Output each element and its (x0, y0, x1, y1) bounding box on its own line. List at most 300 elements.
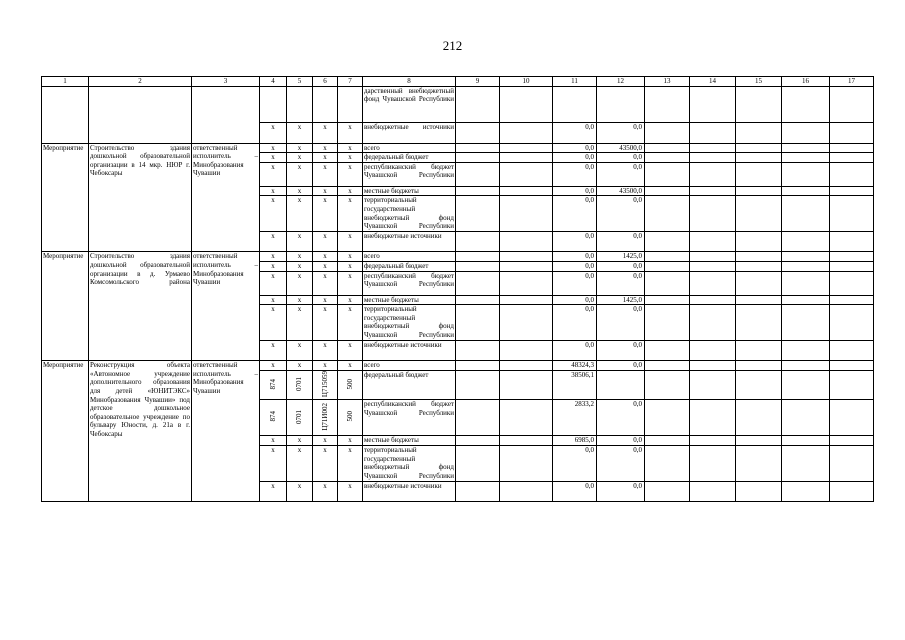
col-14-cell (690, 446, 736, 482)
col-17-cell (830, 261, 874, 271)
col-16-cell (782, 86, 830, 122)
source-cell: местные бюджеты (363, 295, 456, 305)
code-cell: x (313, 143, 338, 153)
code-cell: x (313, 436, 338, 446)
budget-code-text: 500 (345, 411, 354, 422)
col-17-cell (830, 186, 874, 196)
code-cell: x (287, 261, 313, 271)
value-col-11: 0,0 (553, 196, 597, 232)
col-14-cell (690, 436, 736, 446)
col-13-cell (645, 341, 690, 361)
event-type-cell: Мероприятие (42, 143, 89, 252)
budget-code-cell (260, 370, 287, 400)
col-10-cell (500, 482, 553, 502)
col-9-cell (456, 341, 500, 361)
col-16-cell (782, 122, 830, 143)
source-cell: внебюджетные источники (363, 122, 456, 143)
responsible-cell: ответственный исполнитель – Минобразования Чувашии (192, 252, 260, 361)
code-cell: x (260, 261, 287, 271)
col-9-cell (456, 143, 500, 153)
value-col-11: 0,0 (553, 261, 597, 271)
responsible-cell: ответственный исполнитель – Минобразования Чувашии (192, 361, 260, 502)
budget-code-text: 0701 (295, 409, 304, 424)
col-17-cell (830, 162, 874, 186)
col-15-cell (736, 122, 782, 143)
code-cell: x (287, 252, 313, 262)
col-15-cell (736, 305, 782, 341)
code-cell: x (313, 196, 338, 232)
col-14-cell (690, 305, 736, 341)
col-17-cell (830, 252, 874, 262)
col-17-cell (830, 271, 874, 295)
code-cell: x (260, 232, 287, 252)
value-col-12 (597, 370, 645, 400)
code-cell: x (260, 446, 287, 482)
header-col-9: 9 (456, 77, 500, 87)
value-col-12: 0,0 (597, 122, 645, 143)
code-cell: x (287, 361, 313, 371)
col-13-cell (645, 162, 690, 186)
value-col-12: 1425,0 (597, 295, 645, 305)
col-16-cell (782, 271, 830, 295)
budget-code-text: 874 (268, 411, 277, 422)
col-15-cell (736, 361, 782, 371)
header-row (42, 77, 874, 87)
col-10-cell (500, 122, 553, 143)
col-10-cell (500, 186, 553, 196)
code-cell: x (338, 122, 363, 143)
header-col-14: 14 (690, 77, 736, 87)
value-col-11: 48324,3 (553, 361, 597, 371)
code-cell: x (313, 232, 338, 252)
col-15-cell (736, 186, 782, 196)
value-col-11: 2833,2 (553, 400, 597, 436)
header-col-10: 10 (500, 77, 553, 87)
col-14-cell (690, 370, 736, 400)
col-16-cell (782, 153, 830, 163)
header-col-17: 17 (830, 77, 874, 87)
source-cell: республиканский бюджет Чувашской Республики (363, 162, 456, 186)
source-cell: федеральный бюджет (363, 153, 456, 163)
code-cell: x (338, 295, 363, 305)
col-10-cell (500, 400, 553, 436)
code-cell: x (338, 305, 363, 341)
col-14-cell (690, 261, 736, 271)
code-cell: x (313, 261, 338, 271)
event-type-cell: Мероприятие (42, 361, 89, 502)
budget-code-text: Ц71И002 (320, 402, 329, 431)
col-10-cell (500, 153, 553, 163)
code-cell: x (287, 232, 313, 252)
code-cell: x (338, 446, 363, 482)
col-9-cell (456, 295, 500, 305)
col-13-cell (645, 153, 690, 163)
col-13-cell (645, 482, 690, 502)
col-17-cell (830, 400, 874, 436)
col-14-cell (690, 482, 736, 502)
code-cell: x (287, 341, 313, 361)
code-cell: x (260, 122, 287, 143)
col-11-cell (553, 86, 597, 122)
col-14-cell (690, 232, 736, 252)
source-cell: внебюджетные источники (363, 232, 456, 252)
value-col-12: 0,0 (597, 361, 645, 371)
value-col-12: 0,0 (597, 232, 645, 252)
code-cell: x (338, 341, 363, 361)
code-cell: x (287, 305, 313, 341)
col-16-cell (782, 446, 830, 482)
source-cell: местные бюджеты (363, 186, 456, 196)
budget-code-text: Ц715059 (320, 370, 329, 397)
col-14-cell (690, 186, 736, 196)
code-cell: x (338, 436, 363, 446)
value-col-11: 0,0 (553, 482, 597, 502)
col-17-cell (830, 196, 874, 232)
col-10-cell (500, 361, 553, 371)
col-10-cell (500, 436, 553, 446)
budget-code-cell (313, 370, 338, 400)
source-cell: федеральный бюджет (363, 370, 456, 400)
value-col-12: 0,0 (597, 446, 645, 482)
col-15-cell (736, 232, 782, 252)
source-cell: всего (363, 143, 456, 153)
value-col-12: 0,0 (597, 482, 645, 502)
col-9-cell (456, 86, 500, 122)
event-type-cell: Мероприятие (42, 252, 89, 361)
source-cell: дарственный внебюджетный фонд Чувашской Республики (363, 86, 456, 122)
col-16-cell (782, 305, 830, 341)
code-cell: x (260, 341, 287, 361)
value-col-11: 0,0 (553, 122, 597, 143)
col-17-cell (830, 361, 874, 371)
code-cell: x (260, 186, 287, 196)
header-col-3: 3 (192, 77, 260, 87)
col-13-cell (645, 436, 690, 446)
code-cell: x (313, 361, 338, 371)
table-row (42, 361, 874, 371)
col-16-cell (782, 196, 830, 232)
code-cell: x (287, 446, 313, 482)
responsible-cell (192, 86, 260, 143)
value-col-11: 0,0 (553, 162, 597, 186)
col-9-cell (456, 436, 500, 446)
header-col-11: 11 (553, 77, 597, 87)
code-cell: x (287, 122, 313, 143)
budget-code-cell (313, 400, 338, 436)
col-17-cell (830, 482, 874, 502)
value-col-11: 0,0 (553, 252, 597, 262)
code-cell (338, 86, 363, 122)
code-cell: x (260, 436, 287, 446)
code-cell: x (260, 305, 287, 341)
code-cell: x (338, 143, 363, 153)
col-15-cell (736, 482, 782, 502)
col-10-cell (500, 271, 553, 295)
value-col-11: 0,0 (553, 446, 597, 482)
col-17-cell (830, 153, 874, 163)
code-cell: x (338, 261, 363, 271)
col-14-cell (690, 400, 736, 436)
header-col-1: 1 (42, 77, 89, 87)
code-cell: x (313, 186, 338, 196)
col-10-cell (500, 446, 553, 482)
code-cell: x (260, 271, 287, 295)
col-17-cell (830, 436, 874, 446)
event-name-cell: Строительство здания дошкольной образовательной организации в д. Урмаево Комсомольского района (89, 252, 192, 361)
source-cell: всего (363, 252, 456, 262)
responsible-cell: ответственный исполнитель – Минобразования Чувашии (192, 143, 260, 252)
value-col-12: 43500,0 (597, 186, 645, 196)
value-col-11: 0,0 (553, 305, 597, 341)
header-col-8: 8 (363, 77, 456, 87)
col-17-cell (830, 305, 874, 341)
source-cell: всего (363, 361, 456, 371)
col-14-cell (690, 361, 736, 371)
col-14-cell (690, 86, 736, 122)
code-cell: x (287, 153, 313, 163)
col-13-cell (645, 232, 690, 252)
code-cell: x (338, 252, 363, 262)
value-col-12: 0,0 (597, 400, 645, 436)
code-cell: x (287, 436, 313, 446)
value-col-12: 0,0 (597, 162, 645, 186)
col-13-cell (645, 361, 690, 371)
col-9-cell (456, 162, 500, 186)
value-col-11: 6985,0 (553, 436, 597, 446)
code-cell: x (287, 295, 313, 305)
col-13-cell (645, 305, 690, 341)
col-13-cell (645, 86, 690, 122)
source-cell: территориальный государственный внебюджетный фонд Чувашской Республики (364, 305, 454, 339)
value-col-11: 38506,1 (553, 370, 597, 400)
col-15-cell (736, 446, 782, 482)
col-14-cell (690, 295, 736, 305)
col-13-cell (645, 295, 690, 305)
col-13-cell (645, 186, 690, 196)
code-cell: x (338, 196, 363, 232)
col-14-cell (690, 341, 736, 361)
col-16-cell (782, 162, 830, 186)
col-15-cell (736, 153, 782, 163)
code-cell: x (313, 153, 338, 163)
event-name-cell: Реконструкция объекта «Автономное учреждение дополнительного образования для детей «ЮНИТЭКС» Минобразования Чувашии» под детское дошкольное образовательное учреждение по бульвару Юности, д. 21а в г. Чебоксары (89, 361, 192, 502)
col-10-cell (500, 295, 553, 305)
col-9-cell (456, 232, 500, 252)
col-14-cell (690, 252, 736, 262)
col-9-cell (456, 400, 500, 436)
col-13-cell (645, 446, 690, 482)
col-15-cell (736, 252, 782, 262)
col-10-cell (500, 86, 553, 122)
col-16-cell (782, 252, 830, 262)
budget-code-cell (260, 400, 287, 436)
code-cell: x (260, 361, 287, 371)
value-col-12: 43500,0 (597, 143, 645, 153)
col-14-cell (690, 196, 736, 232)
col-10-cell (500, 143, 553, 153)
budget-code-cell (287, 400, 313, 436)
source-cell: внебюджетные источники (363, 482, 456, 502)
col-9-cell (456, 482, 500, 502)
col-13-cell (645, 261, 690, 271)
col-9-cell (456, 305, 500, 341)
code-cell: x (313, 482, 338, 502)
budget-code-cell (287, 370, 313, 400)
col-15-cell (736, 261, 782, 271)
header-col-13: 13 (645, 77, 690, 87)
col-10-cell (500, 232, 553, 252)
value-col-11: 0,0 (553, 341, 597, 361)
source-cell: территориальный государственный внебюджетный фонд Чувашской Республики (364, 196, 454, 231)
code-cell: x (287, 162, 313, 186)
code-cell: x (338, 186, 363, 196)
code-cell (313, 86, 338, 122)
code-cell: x (313, 446, 338, 482)
col-17-cell (830, 370, 874, 400)
budget-code-text: 0701 (295, 376, 304, 391)
col-14-cell (690, 143, 736, 153)
code-cell: x (260, 162, 287, 186)
header-col-5: 5 (287, 77, 313, 87)
table-row (42, 252, 874, 262)
source-cell: внебюджетные источники (363, 341, 456, 361)
value-col-11: 0,0 (553, 271, 597, 295)
header-col-15: 15 (736, 77, 782, 87)
col-16-cell (782, 341, 830, 361)
header-col-16: 16 (782, 77, 830, 87)
table-row (42, 143, 874, 153)
col-13-cell (645, 122, 690, 143)
source-cell: республиканский бюджет Чувашской Республики (363, 271, 456, 295)
code-cell: x (287, 143, 313, 153)
budget-code-text: 874 (268, 378, 277, 390)
code-cell: x (260, 295, 287, 305)
col-16-cell (782, 143, 830, 153)
col-10-cell (500, 252, 553, 262)
value-col-11: 0,0 (553, 232, 597, 252)
col-15-cell (736, 143, 782, 153)
code-cell: x (260, 153, 287, 163)
value-col-11: 0,0 (553, 295, 597, 305)
name-cell (89, 86, 192, 143)
header-col-2: 2 (89, 77, 192, 87)
code-cell: x (338, 482, 363, 502)
col-16-cell (782, 400, 830, 436)
col-16-cell (782, 361, 830, 371)
header-col-12: 12 (597, 77, 645, 87)
source-cell: территориальный государственный внебюджетный фонд Чувашской Республики (364, 446, 454, 480)
col-14-cell (690, 153, 736, 163)
code-cell: x (338, 153, 363, 163)
col-10-cell (500, 261, 553, 271)
code-cell: x (338, 271, 363, 295)
col-13-cell (645, 370, 690, 400)
code-cell: x (338, 162, 363, 186)
col-15-cell (736, 295, 782, 305)
page-number: 212 (442, 38, 463, 53)
header-col-6: 6 (313, 77, 338, 87)
col-10-cell (500, 162, 553, 186)
value-col-12: 0,0 (597, 196, 645, 232)
code-cell: x (338, 232, 363, 252)
code-cell: x (260, 143, 287, 153)
code-cell: x (287, 271, 313, 295)
col-16-cell (782, 186, 830, 196)
header-col-7: 7 (338, 77, 363, 87)
col-17-cell (830, 341, 874, 361)
col-15-cell (736, 196, 782, 232)
source-cell: местные бюджеты (363, 436, 456, 446)
col-9-cell (456, 271, 500, 295)
col-10-cell (500, 370, 553, 400)
col-17-cell (830, 232, 874, 252)
col-9-cell (456, 446, 500, 482)
header-col-4: 4 (260, 77, 287, 87)
col-16-cell (782, 295, 830, 305)
col-13-cell (645, 196, 690, 232)
col-17-cell (830, 122, 874, 143)
budget-code-cell (338, 400, 363, 436)
code-cell: x (313, 341, 338, 361)
col-9-cell (456, 261, 500, 271)
col-17-cell (830, 446, 874, 482)
col-13-cell (645, 400, 690, 436)
col-17-cell (830, 295, 874, 305)
col-14-cell (690, 162, 736, 186)
value-col-12: 0,0 (597, 341, 645, 361)
col-16-cell (782, 436, 830, 446)
col-17-cell (830, 143, 874, 153)
code-cell: x (287, 186, 313, 196)
col-15-cell (736, 162, 782, 186)
col-10-cell (500, 196, 553, 232)
col-13-cell (645, 252, 690, 262)
col-15-cell (736, 86, 782, 122)
code-cell: x (313, 252, 338, 262)
col-10-cell (500, 305, 553, 341)
col-15-cell (736, 341, 782, 361)
code-cell: x (260, 196, 287, 232)
col-10-cell (500, 341, 553, 361)
col-9-cell (456, 186, 500, 196)
col-9-cell (456, 252, 500, 262)
value-col-11: 0,0 (553, 143, 597, 153)
budget-code-text: 500 (345, 378, 354, 390)
budget-code-cell (338, 370, 363, 400)
col-16-cell (782, 370, 830, 400)
value-col-12: 0,0 (597, 153, 645, 163)
code-cell: x (313, 162, 338, 186)
code-cell: x (287, 196, 313, 232)
type-cell (42, 86, 89, 143)
col-12-cell (597, 86, 645, 122)
code-cell: x (260, 252, 287, 262)
value-col-12: 0,0 (597, 271, 645, 295)
col-15-cell (736, 400, 782, 436)
col-13-cell (645, 271, 690, 295)
code-cell (260, 86, 287, 122)
col-15-cell (736, 370, 782, 400)
col-9-cell (456, 361, 500, 371)
col-9-cell (456, 122, 500, 143)
col-14-cell (690, 122, 736, 143)
code-cell: x (260, 482, 287, 502)
col-9-cell (456, 196, 500, 232)
col-16-cell (782, 232, 830, 252)
code-cell: x (313, 122, 338, 143)
event-name-cell: Строительство здания дошкольной образовательной организации в 14 мкр. НЮР г. Чебоксары (89, 143, 192, 252)
code-cell: x (313, 305, 338, 341)
